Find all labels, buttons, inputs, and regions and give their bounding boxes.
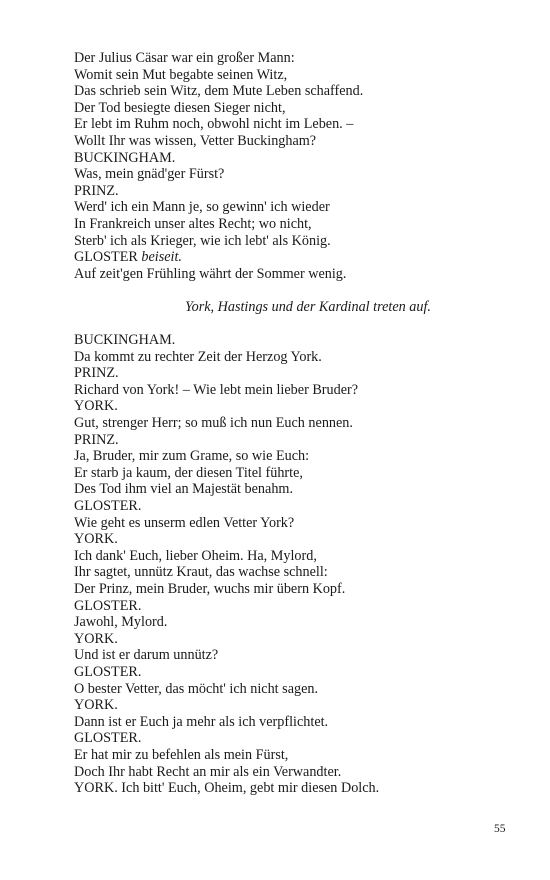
blank-line — [74, 316, 514, 333]
line-text: YORK. Ich bitt' Euch, Oheim, gebt mir diesen Dolch. — [74, 780, 380, 797]
text-line — [74, 216, 514, 233]
line-text: Wie geht es unserm edlen Vetter York? — [74, 514, 295, 531]
line-text: Ja, Bruder, mir zum Grame, so wie Euch: — [74, 448, 310, 465]
text-line — [74, 747, 514, 764]
text-line — [74, 233, 514, 250]
text-line — [74, 166, 514, 183]
text-line — [74, 50, 514, 67]
text-line — [74, 349, 514, 366]
line-text: Des Tod ihm viel an Majestät benahm. — [74, 481, 293, 498]
line-text: Werd' ich ein Mann je, so gewinn' ich wieder — [74, 199, 330, 216]
text-line — [74, 531, 514, 548]
line-text: Da kommt zu rechter Zeit der Herzog York. — [74, 348, 322, 365]
blank-line — [74, 282, 514, 299]
text-line — [74, 67, 514, 84]
text-line — [74, 116, 514, 133]
line-text: O bester Vetter, das möcht' ich nicht sagen. — [74, 680, 319, 697]
line-text: Womit sein Mut begabte seinen Witz, — [74, 66, 288, 83]
stage-direction: York, Hastings und der Kardinal treten auf. — [185, 298, 431, 315]
text-line — [74, 398, 514, 415]
text-line — [74, 664, 514, 681]
line-text: PRINZ. — [74, 182, 119, 199]
text-line — [74, 415, 514, 432]
line-text: Was, mein gnäd'ger Fürst? — [74, 166, 225, 183]
text-line — [74, 448, 514, 465]
text-line — [74, 133, 514, 150]
text-line — [74, 465, 514, 482]
text-line — [74, 730, 514, 747]
text-line — [74, 365, 514, 382]
text-line — [74, 150, 514, 167]
text-line — [74, 631, 514, 648]
line-text: GLOSTER — [74, 249, 142, 266]
line-text: GLOSTER. — [74, 663, 142, 680]
line-text: Dann ist er Euch ja mehr als ich verpflichtet. — [74, 713, 329, 730]
text-line — [74, 382, 514, 399]
text-line — [74, 266, 514, 283]
text-line — [74, 647, 514, 664]
line-text: YORK. — [74, 398, 118, 415]
line-text: Jawohl, Mylord. — [74, 614, 168, 631]
line-text: Ich dank' Euch, lieber Oheim. Ha, Mylord, — [74, 547, 317, 564]
line-text: YORK. — [74, 531, 118, 548]
verse-block-top — [74, 50, 514, 282]
line-text: BUCKINGHAM. — [74, 332, 176, 349]
text-line — [74, 780, 514, 797]
stage-aside: beiseit. — [141, 249, 182, 266]
text-line — [74, 697, 514, 714]
text-line — [74, 199, 514, 216]
text-line — [74, 714, 514, 731]
line-text: PRINZ. — [74, 365, 119, 382]
line-text: Gut, strenger Herr; so muß ich nun Euch nennen. — [74, 415, 353, 432]
line-text: Er lebt im Ruhm noch, obwohl nicht im Leben. – — [74, 116, 354, 133]
text-line — [74, 83, 514, 100]
line-text: Ihr sagtet, unnütz Kraut, das wachse schnell: — [74, 564, 328, 581]
line-text: Auf zeit'gen Frühling währt der Sommer wenig. — [74, 265, 347, 282]
page-number: 55 — [494, 823, 506, 835]
line-text: Und ist er darum unnütz? — [74, 647, 219, 664]
text-line — [74, 614, 514, 631]
text-line — [74, 548, 514, 565]
text-line — [74, 481, 514, 498]
text-line — [74, 598, 514, 615]
line-text: YORK. — [74, 697, 118, 714]
line-text: Wollt Ihr was wissen, Vetter Buckingham? — [74, 132, 317, 149]
line-text: GLOSTER. — [74, 730, 142, 747]
line-text: Der Prinz, mein Bruder, wuchs mir übern Kopf. — [74, 581, 346, 597]
text-line — [74, 249, 514, 266]
text-line — [74, 432, 514, 449]
line-text: GLOSTER. — [74, 597, 142, 614]
verse-block-bottom — [74, 332, 514, 797]
text-line — [74, 764, 514, 781]
text-line — [74, 681, 514, 698]
line-text: Der Tod besiegte diesen Sieger nicht, — [74, 99, 286, 116]
line-text: Er starb ja kaum, der diesen Titel führte, — [74, 464, 303, 481]
line-text: GLOSTER. — [74, 498, 142, 515]
text-line — [74, 100, 514, 117]
line-text: YORK. — [74, 630, 118, 647]
line-text: PRINZ. — [74, 431, 119, 448]
text-line — [74, 515, 514, 532]
line-text: Das schrieb sein Witz, dem Mute Leben schaffend. — [74, 83, 364, 100]
text-line — [74, 564, 514, 581]
text-line — [74, 581, 514, 598]
line-text: In Frankreich unser altes Recht; wo nicht, — [74, 215, 312, 232]
line-text: Richard von York! – Wie lebt mein lieber Bruder? — [74, 381, 359, 398]
line-text: Sterb' ich als Krieger, wie ich lebt' als König. — [74, 232, 331, 249]
text-line — [74, 183, 514, 200]
text-line — [74, 498, 514, 515]
text-block — [74, 50, 514, 797]
text-line — [74, 332, 514, 349]
line-text: Der Julius Cäsar war ein großer Mann: — [74, 50, 295, 66]
line-text: Er hat mir zu befehlen als mein Fürst, — [74, 746, 289, 763]
line-text: BUCKINGHAM. — [74, 149, 176, 166]
line-text: Doch Ihr habt Recht an mir als ein Verwandter. — [74, 763, 342, 780]
